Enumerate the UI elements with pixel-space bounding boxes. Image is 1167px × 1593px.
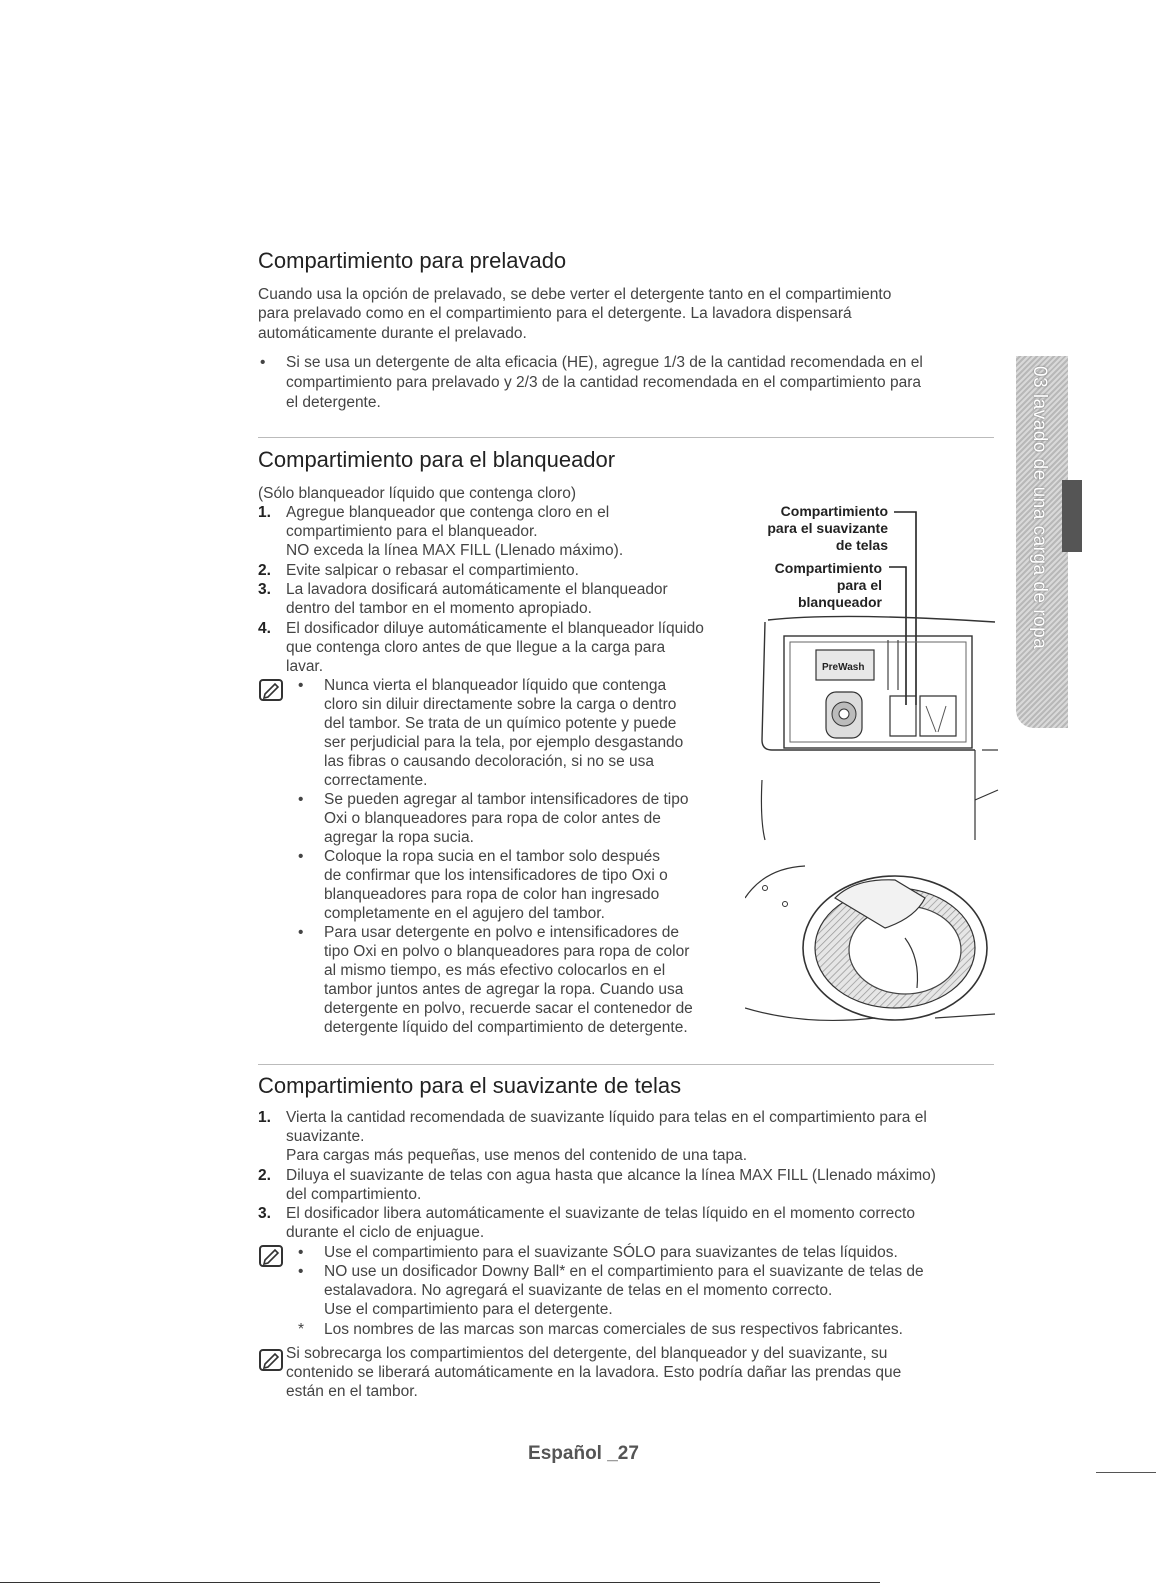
step-number: 2.: [258, 1167, 271, 1184]
bleach-note-line: tipo Oxi en polvo o blanqueadores para ropa de color: [324, 943, 690, 960]
note-icon: [258, 1348, 284, 1372]
bullet-dot: [260, 353, 265, 372]
bleach-step-line: lavar.: [286, 658, 324, 675]
softener-note-line: Use el compartimiento para el suavizante SÓLO para suavizantes de telas líquidos.: [324, 1244, 898, 1261]
bullet-dot: [298, 847, 303, 866]
bleach-note-line: correctamente.: [324, 772, 428, 789]
bleach-step-line: NO exceda la línea MAX FILL (Llenado máximo).: [286, 542, 624, 559]
drawer-prewash-label: PreWash: [822, 662, 865, 673]
softener-note-line: NO use un dosificador Downy Ball* en el compartimiento para el suavizante de telas de: [324, 1263, 924, 1280]
softener-step-line: Diluya el suavizante de telas con agua hasta que alcance la línea MAX FILL (Llenado máximo): [286, 1167, 936, 1184]
note-icon: [258, 678, 284, 702]
prewash-para-line: Cuando usa la opción de prelavado, se debe verter el detergente tanto en el compartimiento: [258, 286, 892, 303]
step-number: 3.: [258, 1205, 271, 1222]
prewash-bullet-line: compartimiento para prelavado y 2/3 de la cantidad recomendada en el compartimiento para: [286, 374, 922, 391]
dispenser-drawer-illustration: [740, 500, 1002, 860]
prewash-bullet-line: el detergente.: [286, 394, 381, 411]
bleach-note-line: cloro sin diluir directamente sobre la carga o dentro: [324, 696, 677, 713]
bleach-heading: Compartimiento para el blanqueador: [258, 447, 616, 472]
softener-callout: Compartimiento para el suavizante de telas: [767, 503, 888, 553]
bleach-note-line: Coloque la ropa sucia en el tambor solo después: [324, 848, 661, 865]
bleach-note-line: detergente líquido del compartimiento de detergente.: [324, 1019, 688, 1036]
softener-step-line: suavizante.: [286, 1128, 365, 1145]
bleach-step-line: Evite salpicar o rebasar el compartimiento.: [286, 562, 579, 579]
bleach-note-line: ser perjudicial para la tela, por ejemplo desgastando: [324, 734, 684, 751]
step-number: 4.: [258, 620, 271, 637]
bleach-note-line: del tambor. Se trata de un químico potente y puede: [324, 715, 677, 732]
bleach-step-line: El dosificador diluye automáticamente el blanqueador líquido: [286, 620, 704, 637]
softener-warning-line: contenido se liberará automáticamente en la lavadora. Esto podría dañar las prendas que: [286, 1364, 902, 1381]
bleach-intro: (Sólo blanqueador líquido que contenga cloro): [258, 485, 576, 502]
step-number: 1.: [258, 504, 271, 521]
bleach-callout: Compartimiento para el blanqueador: [774, 560, 882, 610]
bleach-note-line: al mismo tiempo, es más efectivo colocarlos en el: [324, 962, 666, 979]
bleach-note-line: Se pueden agregar al tambor intensificadores de tipo: [324, 791, 689, 808]
bleach-note-line: detergente en polvo, recuerde sacar el contenedor de: [324, 1000, 693, 1017]
softener-note-line: Use el compartimiento para el detergente.: [324, 1301, 613, 1318]
bleach-note-line: completamente en el agujero del tambor.: [324, 905, 605, 922]
bleach-step-line: que contenga cloro antes de que llegue a la carga para: [286, 639, 666, 656]
bullet-dot: [298, 790, 303, 809]
softener-warning-line: Si sobrecarga los compartimientos del detergente, del blanqueador y del suavizante, su: [286, 1345, 888, 1362]
step-number: 2.: [258, 562, 271, 579]
bleach-note-line: las fibras o causando decoloración, si no se usa: [324, 753, 655, 770]
footnote-mark: *: [298, 1321, 305, 1338]
bleach-note-line: Para usar detergente en polvo e intensificadores de: [324, 924, 680, 941]
softener-step-line: durante el ciclo de enjuague.: [286, 1224, 485, 1241]
prewash-para-line: para prelavado como en el compartimiento para el detergente. La lavadora dispensará: [258, 305, 852, 322]
softener-step-line: del compartimiento.: [286, 1186, 422, 1203]
bleach-note-line: tambor juntos antes de agregar la ropa. Cuando usa: [324, 981, 684, 998]
bleach-note-line: Oxi o blanqueadores para ropa de color antes de: [324, 810, 661, 827]
side-tab-label: 03 lavado de una carga de ropa: [1029, 366, 1050, 650]
softener-heading: Compartimiento para el suavizante de telas: [258, 1073, 682, 1098]
softener-warning-line: están en el tambor.: [286, 1383, 418, 1400]
chapter-side-tab: [1016, 356, 1068, 728]
softener-step-line: Vierta la cantidad recomendada de suavizante líquido para telas en el compartimiento para el: [286, 1109, 927, 1126]
step-number: 3.: [258, 581, 271, 598]
page-number: Español _27: [528, 1443, 639, 1464]
bleach-step-line: Agregue blanqueador que contenga cloro en el: [286, 504, 610, 521]
prewash-para-line: automáticamente durante el prelavado.: [258, 325, 527, 342]
section-divider: [258, 437, 994, 438]
section-divider: [258, 1064, 994, 1065]
softener-footnote: Los nombres de las marcas son marcas comerciales de sus respectivos fabricantes.: [324, 1321, 903, 1338]
bullet-dot: [298, 923, 303, 942]
bleach-step-line: compartimiento para el blanqueador.: [286, 523, 538, 540]
softener-step-line: El dosificador libera automáticamente el suavizante de telas líquido en el momento correcto: [286, 1205, 915, 1222]
bullet-dot: [298, 1243, 303, 1262]
bleach-note-line: Nunca vierta el blanqueador líquido que contenga: [324, 677, 667, 694]
bottom-edge-line: [0, 1582, 880, 1583]
crop-mark: [1096, 1472, 1156, 1473]
bleach-note-line: blanqueadores para ropa de color han ingresado: [324, 886, 660, 903]
softener-step-line: Para cargas más pequeñas, use menos del contenido de una tapa.: [286, 1147, 748, 1164]
bleach-step-line: La lavadora dosificará automáticamente el blanqueador: [286, 581, 668, 598]
prewash-heading: Compartimiento para prelavado: [258, 248, 567, 273]
step-number: 1.: [258, 1109, 271, 1126]
bullet-dot: [298, 1262, 303, 1281]
softener-note-line: estalavadora. No agregará el suavizante de telas en el momento correcto.: [324, 1282, 833, 1299]
bullet-dot: [298, 676, 303, 695]
drum-illustration: [745, 858, 995, 1028]
prewash-bullet-line: Si se usa un detergente de alta eficacia (HE), agregue 1/3 de la cantidad recomendada en el: [286, 354, 923, 371]
bleach-step-line: dentro del tambor en el momento apropiado.: [286, 600, 592, 617]
bleach-note-line: de confirmar que los intensificadores de tipo Oxi o: [324, 867, 668, 884]
side-tab-marker: [1062, 480, 1082, 552]
bleach-note-line: agregar la ropa sucia.: [324, 829, 474, 846]
note-icon: [258, 1244, 284, 1268]
